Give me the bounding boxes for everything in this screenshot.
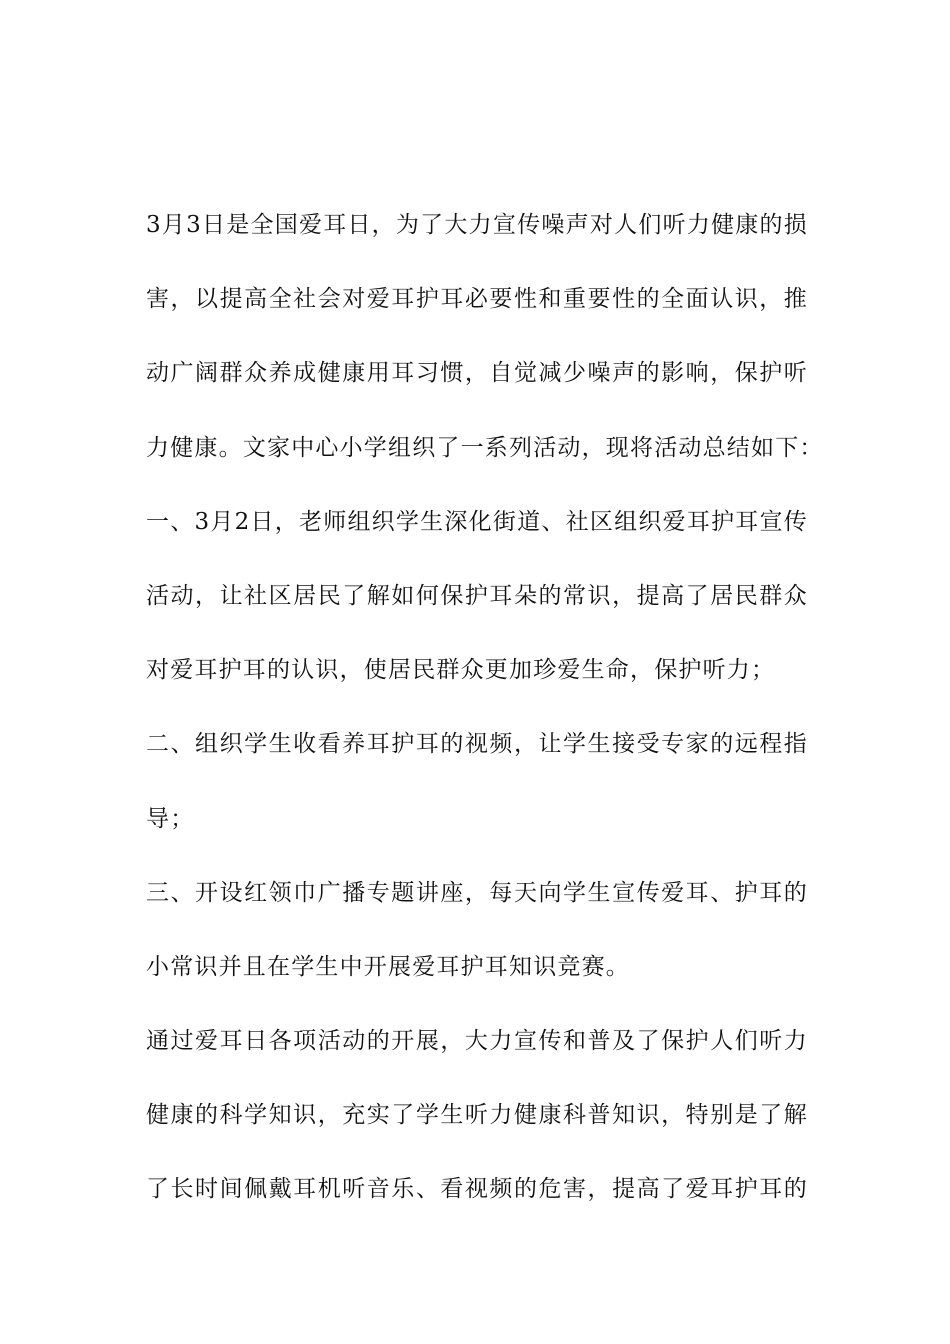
text-line-11: 小常识并且在学生中开展爱耳护耳知识竞赛。 xyxy=(146,953,630,980)
text-line-6: 活动，让社区居民了解如何保护耳朵的常识，提高了居民群众 xyxy=(146,582,808,609)
text-line-8: 二、组织学生收看养耳护耳的视频，让学生接受专家的远程指 xyxy=(146,731,808,758)
text-line-4: 力健康。文家中心小学组织了一系列活动，现将活动总结如下： xyxy=(146,434,824,461)
text-line-9: 导； xyxy=(146,805,195,832)
text-line-14: 了长时间佩戴耳机听音乐、看视频的危害，提高了爱耳护耳的 xyxy=(146,1176,808,1203)
text-line-10: 三、开设红领巾广播专题讲座，每天向学生宣传爱耳、护耳的 xyxy=(146,879,808,906)
text-line-12: 通过爱耳日各项活动的开展，大力宣传和普及了保护人们听力 xyxy=(146,1028,808,1055)
text-line-5: 一、3月2日，老师组织学生深化街道、社区组织爱耳护耳宣传 xyxy=(146,508,808,535)
text-line-1: 3月3日是全国爱耳日，为了大力宣传噪声对人们听力健康的损 xyxy=(146,212,808,238)
text-line-2: 害，以提高全社会对爱耳护耳必要性和重要性的全面认识，推 xyxy=(146,286,808,313)
text-line-3: 动广阔群众养成健康用耳习惯，自觉减少噪声的影响，保护听 xyxy=(146,360,808,387)
document-body xyxy=(146,203,824,1242)
text-line-13: 健康的科学知识，充实了学生听力健康科普知识，特别是了解 xyxy=(146,1102,808,1129)
text-line-7: 对爱耳护耳的认识，使居民群众更加珍爱生命，保护听力； xyxy=(146,657,776,684)
